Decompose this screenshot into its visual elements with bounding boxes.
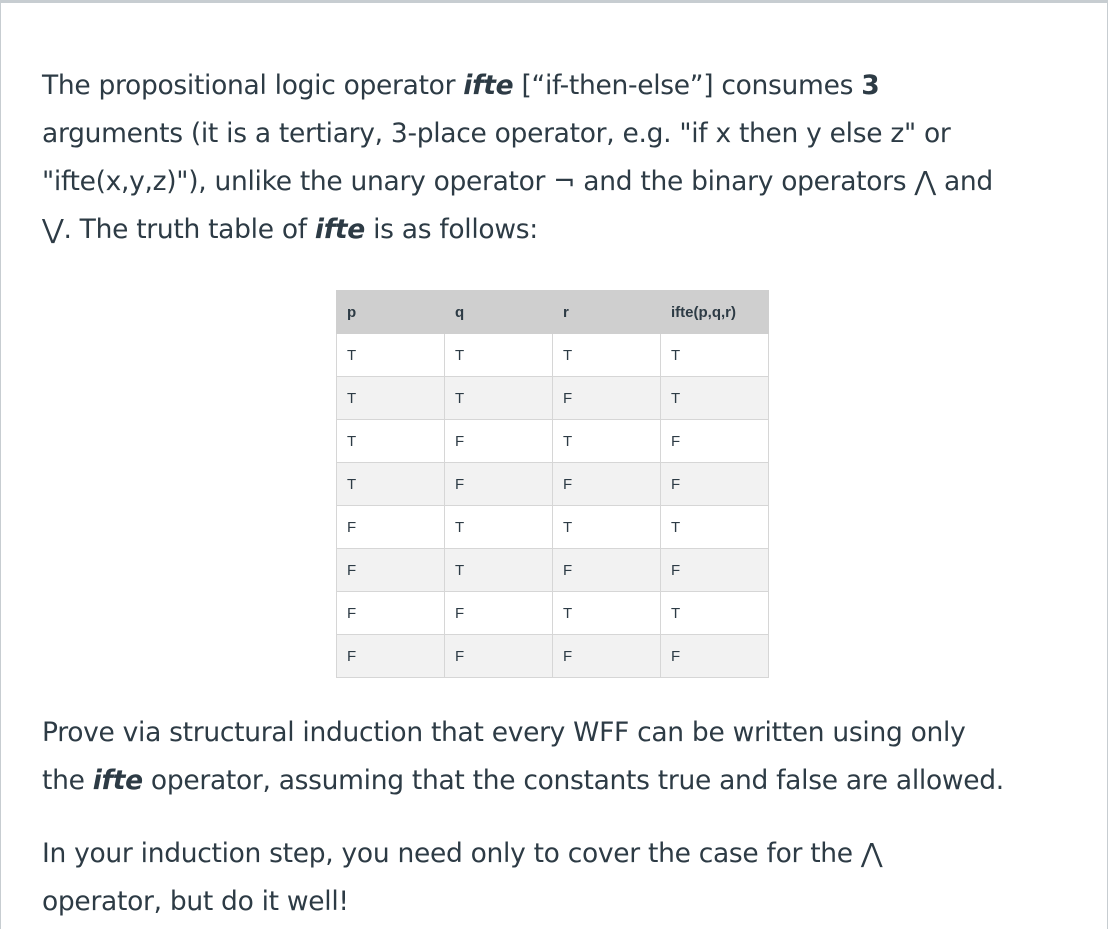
intro-text-1: The propositional logic operator (42, 70, 464, 101)
table-cell: T (661, 377, 769, 420)
intro-paragraph (42, 62, 993, 254)
table-cell: F (553, 549, 661, 592)
table-cell: T (445, 377, 553, 420)
table-cell: F (337, 506, 445, 549)
task-text-1: Prove via structural induction that every WFF can be written using only (42, 717, 966, 748)
table-cell: T (337, 463, 445, 506)
table-cell: T (445, 506, 553, 549)
table-cell: F (553, 635, 661, 678)
hint-text-1: In your induction step, you need only to cover the case for the ⋀ (42, 838, 883, 869)
truth-table (336, 290, 769, 678)
table-cell: T (337, 334, 445, 377)
table-cell: T (553, 334, 661, 377)
table-cell: F (553, 377, 661, 420)
table-cell: F (337, 592, 445, 635)
table-cell: F (445, 420, 553, 463)
table-cell: T (553, 506, 661, 549)
table-row (337, 377, 769, 420)
table-body (337, 334, 769, 678)
column-header: ifte(p,q,r) (661, 291, 769, 334)
column-header: r (553, 291, 661, 334)
table-cell: T (337, 420, 445, 463)
table-cell: T (661, 592, 769, 635)
task-text-3: operator, assuming that the constants true and false are allowed. (142, 765, 1004, 796)
table-row (337, 420, 769, 463)
table-cell: T (445, 549, 553, 592)
table-cell: F (445, 592, 553, 635)
table-cell: F (445, 463, 553, 506)
table-row (337, 334, 769, 377)
table-cell: F (661, 463, 769, 506)
table-cell: F (661, 635, 769, 678)
column-header: p (337, 291, 445, 334)
ifte-keyword: ifte (463, 70, 514, 101)
table-cell: F (445, 635, 553, 678)
table-cell: F (337, 635, 445, 678)
intro-text-6: is as follows: (364, 214, 538, 245)
table-cell: T (661, 334, 769, 377)
table-row (337, 506, 769, 549)
hint-text-2: operator, but do it well! (42, 886, 349, 917)
table-row (337, 549, 769, 592)
table-cell: T (661, 506, 769, 549)
table-header-row (337, 291, 769, 334)
table-cell: F (661, 549, 769, 592)
table-cell: F (337, 549, 445, 592)
intro-text-3: arguments (it is a tertiary, 3-place operator, e.g. "if x then y else z" or (42, 118, 951, 149)
task-paragraph (42, 709, 1004, 805)
table-cell: T (553, 420, 661, 463)
intro-text-4: "ifte(x,y,z)"), unlike the unary operator ¬ and the binary operators ⋀ and (42, 166, 993, 197)
ifte-keyword: ifte (314, 214, 365, 245)
table-cell: T (553, 592, 661, 635)
table-row (337, 592, 769, 635)
table-row (337, 463, 769, 506)
intro-text-5: ⋁. The truth table of (42, 214, 315, 245)
table-cell: F (661, 420, 769, 463)
arg-count: 3 (861, 70, 880, 101)
ifte-keyword: ifte (92, 765, 143, 796)
table-row (337, 635, 769, 678)
intro-text-2: [“if-then-else”] consumes (513, 70, 862, 101)
column-header: q (445, 291, 553, 334)
hint-paragraph (42, 830, 882, 926)
table-cell: T (445, 334, 553, 377)
table-cell: F (553, 463, 661, 506)
table-cell: T (337, 377, 445, 420)
task-text-2: the (42, 765, 93, 796)
